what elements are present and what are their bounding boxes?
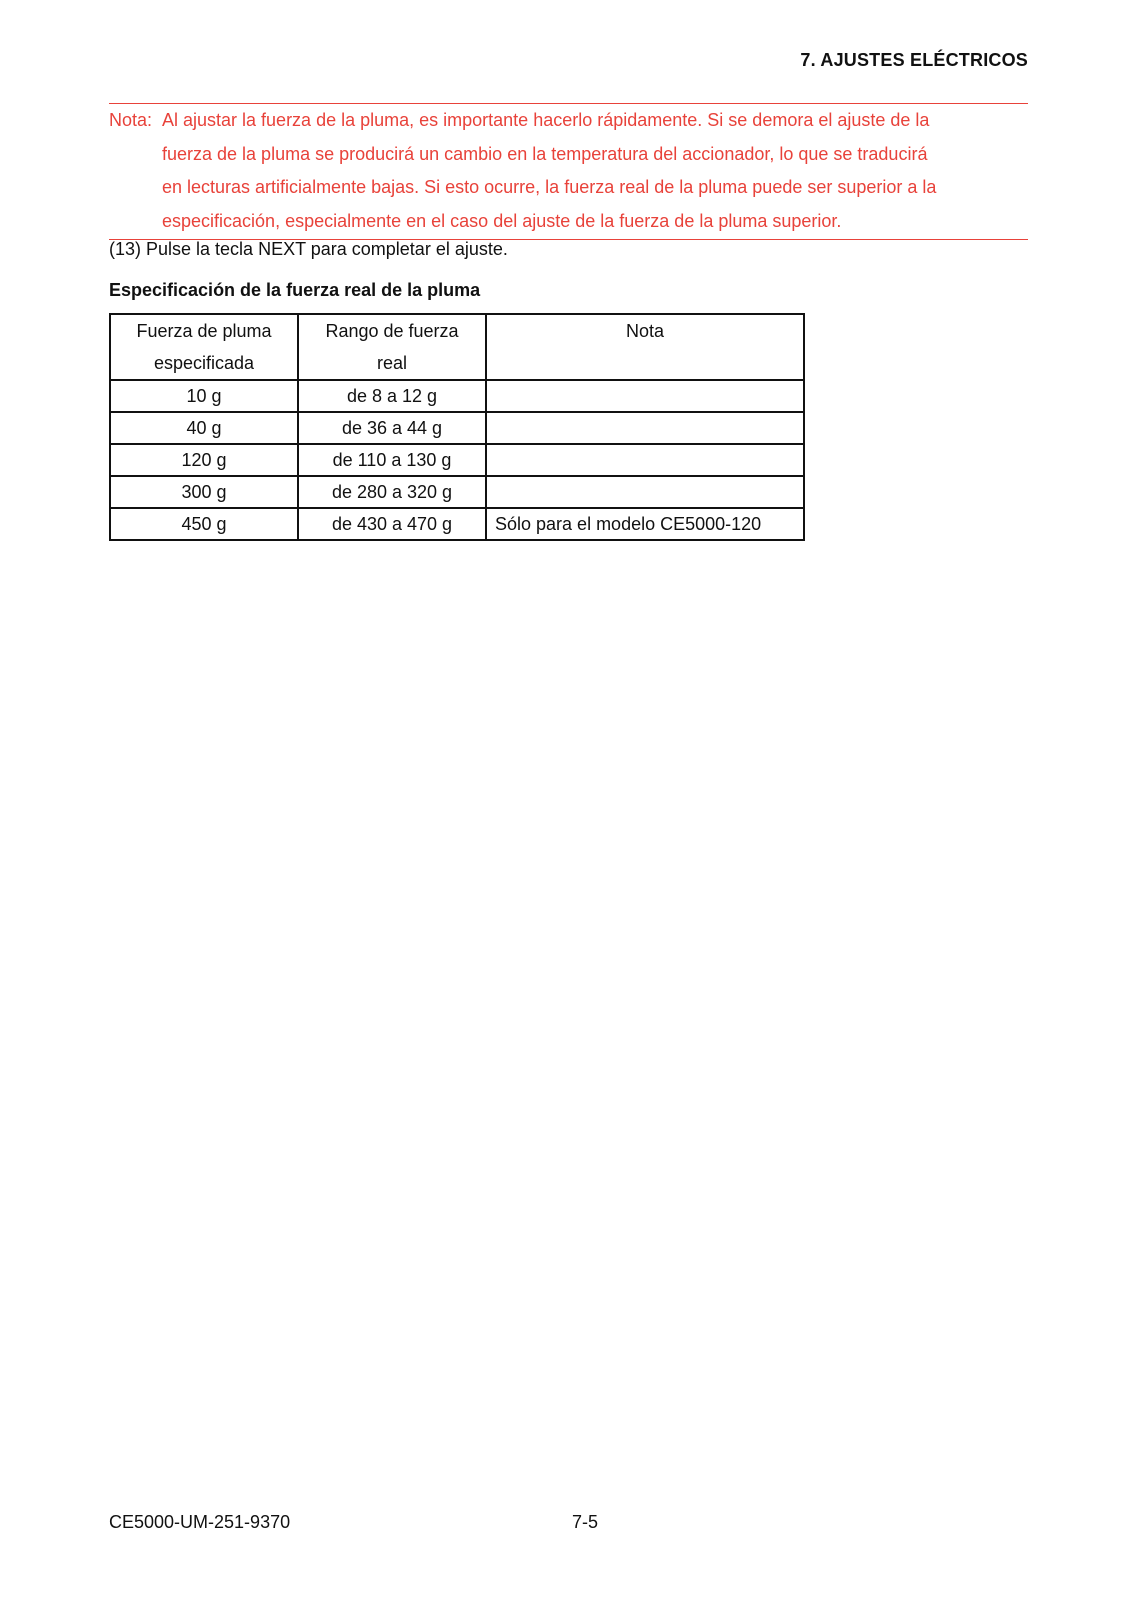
column-header-line: especificada bbox=[153, 353, 255, 373]
column-header-line: Fuerza de pluma bbox=[136, 321, 272, 341]
column-header-specified-force bbox=[110, 314, 298, 380]
table-header-row bbox=[110, 314, 804, 380]
note-block bbox=[109, 103, 1028, 240]
note-line: en lecturas artificialmente bajas. Si esto ocurre, la fuerza real de la pluma puede ser superior a la bbox=[162, 177, 937, 197]
table-cell-force: 120 g bbox=[110, 444, 298, 476]
table-cell-force: 450 g bbox=[110, 508, 298, 540]
table-cell-range: de 110 a 130 g bbox=[298, 444, 486, 476]
note-label: Nota: bbox=[109, 110, 153, 130]
column-header-line: real bbox=[376, 353, 407, 373]
column-header-line: Rango de fuerza bbox=[325, 321, 459, 341]
table-cell-force: 10 g bbox=[110, 380, 298, 412]
table-cell-note bbox=[486, 444, 804, 476]
table-cell-range: de 36 a 44 g bbox=[298, 412, 486, 444]
column-header-note bbox=[486, 314, 804, 380]
step-13-text: (13) Pulse la tecla NEXT para completar el ajuste. bbox=[109, 239, 508, 259]
note-text bbox=[162, 104, 1028, 238]
table-cell-force: 300 g bbox=[110, 476, 298, 508]
note-line: fuerza de la pluma se producirá un cambio en la temperatura del accionador, lo que se traducirá bbox=[162, 143, 928, 164]
table-cell-range: de 280 a 320 g bbox=[298, 476, 486, 508]
table-row bbox=[110, 508, 804, 540]
note-line: Al ajustar la fuerza de la pluma, es importante hacerlo rápidamente. Si se demora el ajuste de la bbox=[162, 110, 930, 130]
table-row bbox=[110, 444, 804, 476]
table-row bbox=[110, 412, 804, 444]
table-row bbox=[110, 380, 804, 412]
column-header-line: Nota bbox=[625, 321, 665, 341]
table-cell-note bbox=[486, 476, 804, 508]
table-cell-range: de 430 a 470 g bbox=[298, 508, 486, 540]
column-header-actual-range bbox=[298, 314, 486, 380]
section-heading: Especificación de la fuerza real de la pluma bbox=[109, 280, 481, 300]
chapter-title: 7. AJUSTES ELÉCTRICOS bbox=[800, 50, 1028, 70]
note-line: especificación, especialmente en el caso del ajuste de la fuerza de la pluma superior. bbox=[162, 210, 842, 231]
footer-doc-code: CE5000-UM-251-9370 bbox=[109, 1512, 291, 1532]
table-cell-note bbox=[486, 412, 804, 444]
pen-force-spec-table bbox=[109, 313, 805, 541]
table-cell-range: de 8 a 12 g bbox=[298, 380, 486, 412]
table-row bbox=[110, 476, 804, 508]
table-cell-note: Sólo para el modelo CE5000-120 bbox=[486, 508, 804, 540]
footer-page-number: 7-5 bbox=[572, 1512, 599, 1532]
table-cell-note bbox=[486, 380, 804, 412]
table-cell-force: 40 g bbox=[110, 412, 298, 444]
